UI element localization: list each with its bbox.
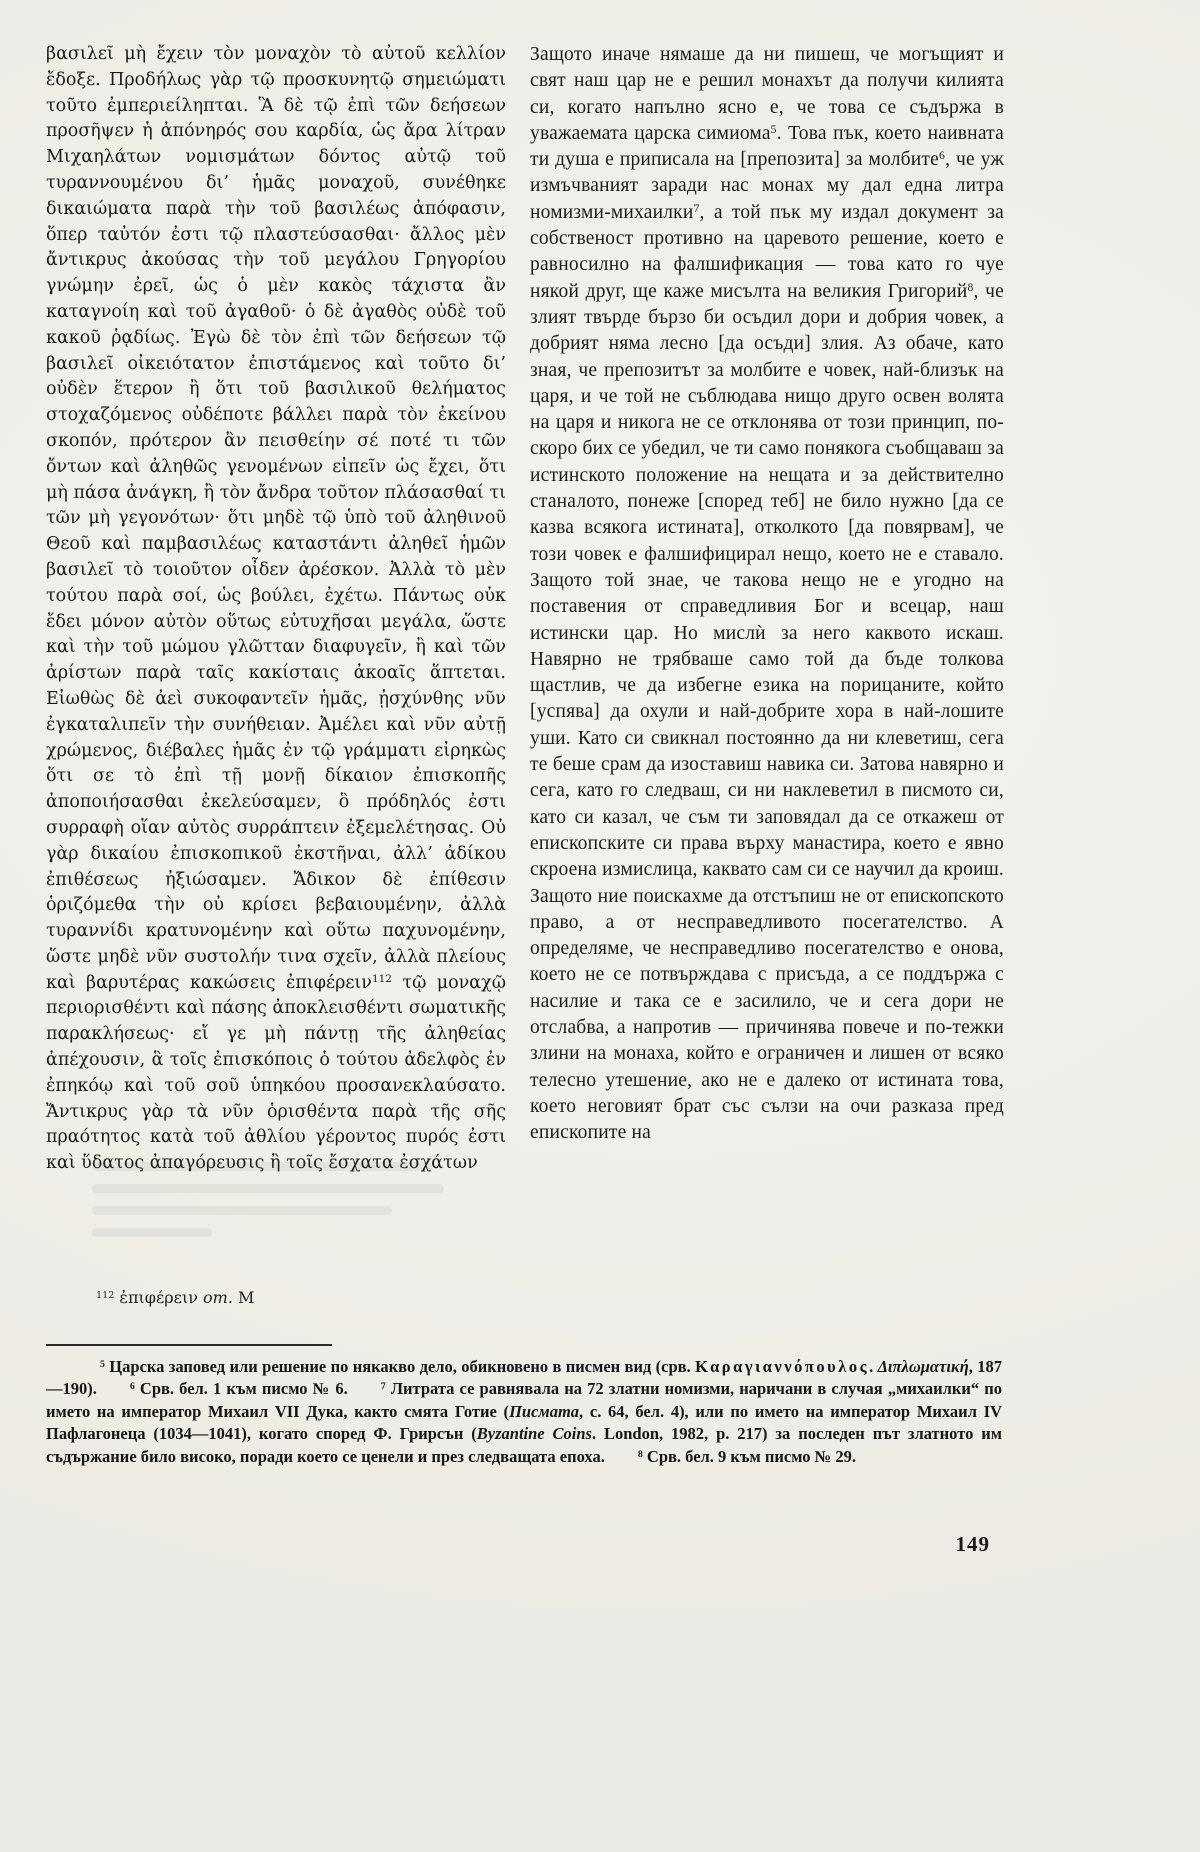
footnote-marker: 7 [693,201,700,215]
text-run: βασιλεῖ μὴ ἔχειν τὸν μοναχὸν τὸ αὐτοῦ κελλίον ἔδοξε. Προδήλως γὰρ τῷ προσκυνητῷ σημειώματι τοῦτο ἐμπεριείληπται. Ἃ δὲ τῷ ἐπὶ τῶν δεήσεων προσῆψεν ἡ ἀπόνηρός σου καρδία, ὡς ἄρα λίτραν Μιχαηλάτων νομισμάτων δόντος αὐτῷ τοῦ τυραννουμένου δι’ ἡμᾶς μοναχοῦ, συνέθηκε δικαιώματα παρὰ τὴν τοῦ βασιλέως ἀπόφασιν, ὅπερ ταὐτόν ἐστι τῷ πλαστεύσασθαι· ἄλλος μὲν ἄντικρυς ἀκούσας τὴν τοῦ μεγάλου Γρηγορίου γνώμην ἐρεῖ, ὡς ὁ μὲν κακὸς τάχιστα ἂν καταγνοίη καὶ τοῦ ἀγαθοῦ· ὁ δὲ ἀγαθὸς οὐδὲ τοῦ κακοῦ ῥᾳδίως. Ἐγὼ δὲ τὸν ἐπὶ τῶν δεήσεων τῷ βασιλεῖ οἰκειότατον ἐπιστάμενος καὶ τοῦτο δι’ οὐδὲν ἕτερον ἢ ὅτι τοῦ βασιλικοῦ θελήματος στοχαζόμενος οὐδέποτε βάλλει παρὰ τὸν ἐκείνου σκοπόν, πρότερον ἂν πεισθείην σέ ποτέ τι τῶν ὄντων καὶ ἀληθῶς γενομένων εἰπεῖν ὡς ἔχει, ὅτι μὴ πάσα ἀνάγκη, ἢ τὸν ἄνδρα τοῦτον πλάσασθαί τι τῶν μὴ γεγονότων· ὅτι μηδὲ τῷ ὑπὸ τοῦ ἀληθινοῦ Θεοῦ καὶ παμβασιλέως καταστάντι ἀληθεῖ ἡμῶν βασιλεῖ τὸ τοιοῦτον οἶδεν ἀρέσκον. Ἀλλὰ τὸ μὲν τούτου παρὰ σοί, ὡς βούλει, ἐχέτω. Πάντως οὐκ ἔδει μόνον αὐτὸν οὕτως εὐτυχῆσαι μεγάλα, ὥστε καὶ τὴν τοῦ μώμου γλῶτταν διαφυγεῖν, ἢ καὶ τῶν ἀρίστων παρὰ ταῖς κακίσταις ἀκοαῖς ἅπτεται. Εἰωθὼς δὲ ἀεὶ συκοφαντεῖν ἡμᾶς, ᾐσχύνθης νῦν ἐγκαταλιπεῖν τὴν συνήθειαν. Ἀμέλει καὶ νῦν αὐτῇ χρώμενος, διέβαλες ἡμᾶς ἐν τῷ γράμματι εἰρηκὼς ὅτι σε τὸ ἐπὶ τῇ μονῇ δίκαιον ἐπισκοπῆς ἀποποιήσασθαι ἐκελεύσαμεν, ὃ πρόδηλός ἐστι συρραφὴ οἵαν αὐτὸς συρράπτειν ἐξεμελέτησας. Οὐ γὰρ δικαίου ἐπισκοπικοῦ ἐκστῆναι, ἀλλ’ ἀδίκου ἐπιθέσεως ἠξιώσαμεν. Ἄδικον δὲ ἐπίθεσιν ὁριζόμεθα τὴν οὐ κρίσει βεβαιουμένην, ἀλλὰ τυραννίδι κρατυνομένην καὶ οὕτω παχυνομένην, ὥστε μηδὲ νῦν συστολήν τινα σχεῖν, ἀλλὰ πλείους καὶ βαρυτέρας κακώσεις ἐπιφέρειν [46,44,506,993]
text-run: M [232,1288,255,1307]
text-run: , 187—190). [46,1357,1003,1399]
text-run: Срв. бел. 9 към писмо № 29. [642,1446,856,1466]
bulgarian-translation-column [530,42,1004,1177]
text-columns [46,42,1004,1177]
text-run: Царска заповед или решение по някакво дело, обикновено в писмен вид (срв. [104,1357,696,1376]
text-run: , че уж измъчваният заради нас монах му дал една литра номизми-михаилки [530,149,1005,223]
bleed-through-line [92,1162,432,1171]
text-run: ἐπιφέρειν [114,1288,204,1307]
text-run: , че злият твърде бързо би осъдил дори и добрия човек, а добрият няма лесно [да осъди] злия. Аз обаче, като зная, че препозитът за молбите е човек, най-близък на царя, и че той не съблюдава нищо друго освен волята на царя и никога не се отклонява от този принцип, по-скоро бих се убедил, че ти само понякога съобщаваш за истинското положение на нещата и за действително станалото, понеже [според теб] не било нужно [да се казва всякога истината], отколкото [да повярвам], че този човек е фалшифицирал нещо, което не е ставало. Защото той знае, че такова нещо не е угодно на поставения от справедливия Бог и всецар, наш истински цар. Но мислѝ за него каквото искаш. Навярно не трябваше само той да бъде толкова щастлив, че да избегне езика на порицаните, който [успява] да охули и най-добрите хора в най-лошите уши. Като си свикнал постоянно да ни клеветиш, сега те беше срам да изоставиш навика си. Затова навярно и сега, като го следваш, си ни наклеветил в писмото си, като си казал, че съм ти заповядал да се откажеш от епископските си права върху манастира, което е явно скроена измислица, каквато сам си се научил да кроиш. Защото ние поискахме да отстъпиш не от епископското право, а от несправедливото посегателство. А определяме, че несправедливо посегателство е онова, което не се потвърждава с присъда, а се поддържа с насилие и така се е засилило, че и сега дори не отслабва, а напротив — причинява повече и по-тежки злини на монаха, който е ограничен и лишен от всяко телесно утешение, ако не е далеко от истината това, което неговият брат със сълзи на очи разказа пред епископите на [530,280,1004,1144]
footnote-marker: 6 [939,149,946,163]
footnote-marker: 7 [380,1381,386,1393]
text-run: Защото иначе нямаше да ни пишеш, че могъщият и свят наш цар не е решил монахът да получи килията си, когато напълно ясно е, че това се съдържа в уважаемата царска симиома [530,44,1004,144]
text-run: om. [203,1288,233,1307]
footnotes-block [46,1356,1002,1468]
bleed-through-artifact [92,1162,452,1250]
text-run: . [869,1357,878,1376]
text-run: Литрата се равнявала на 72 златни номизми, наричани в случая „михаилки“ по името на император Михаил VII Дука, както смята Готие ( [46,1379,1003,1421]
text-run: Καραγιαννόπουλος [695,1357,870,1376]
text-run: Срв. бел. 1 към писмо № 6. [134,1379,381,1399]
text-run: . Това пък, което наивната ти душа е приписала на [препозита] за молбите [530,122,1004,171]
text-run: Διπλωματική [877,1357,969,1376]
text-run: , а той пък му издал документ за собственост противно на царевото решение, което е равносилно на фалшификация — това като го чуе някой друг, ще каже мисълта на великия Григорий [530,201,1004,302]
footnote-marker: 8 [967,280,974,294]
footnote-marker: 112 [96,1290,115,1302]
footnote-marker: 112 [371,973,392,986]
bleed-through-line [92,1228,212,1237]
bleed-through-line [92,1206,392,1215]
bleed-through-line [92,1184,444,1193]
text-run: Byzantine Coins [476,1424,592,1444]
text-run: , с. 64, бел. 4), или по името на император Михаил IV Пафлагонеца (1034—1041), когато според Ф. Грирсън ( [46,1401,1002,1444]
page-number: 149 [955,1532,990,1556]
text-run: Писмата [509,1401,580,1421]
footnote-marker: 5 [770,123,777,137]
footnote-marker: 8 [637,1448,643,1460]
footnote-marker: 6 [129,1381,135,1393]
footnote-marker: 5 [100,1359,105,1371]
footnote-separator [46,1344,332,1346]
text-run: τῷ μοναχῷ περιορισθέντι καὶ πάσης ἀποκλεισθέντι σωματικῆς παρακλήσεως· εἴ γε μὴ πάντῃ τῆς ἀληθείας ἀπέχουσιν, ἃ τοῖς ἐπισκόποις ὁ τούτου ἀδελφὸς ἐν ἐπηκόῳ καὶ τοῦ σοῦ ὑπηκόου προσανεκλαύσατο. Ἄντικρυς γὰρ τὰ νῦν ὁρισθέντα παρὰ τῆς σῆς πραότητος κατὰ τοῦ ἀθλίου γέροντος πυρός ἐστι καὶ ὕδατος ἀπαγόρευσις ἢ τοῖς ἔσχατα ἐσχάτων [46,972,506,1174]
critical-apparatus-note [96,1288,254,1307]
greek-text-column [46,42,506,1177]
text-run: . London, 1982, p. 217) за последен път златното им съдържание било високо, поради което се ценели и през следващата епоха. [46,1424,1002,1466]
